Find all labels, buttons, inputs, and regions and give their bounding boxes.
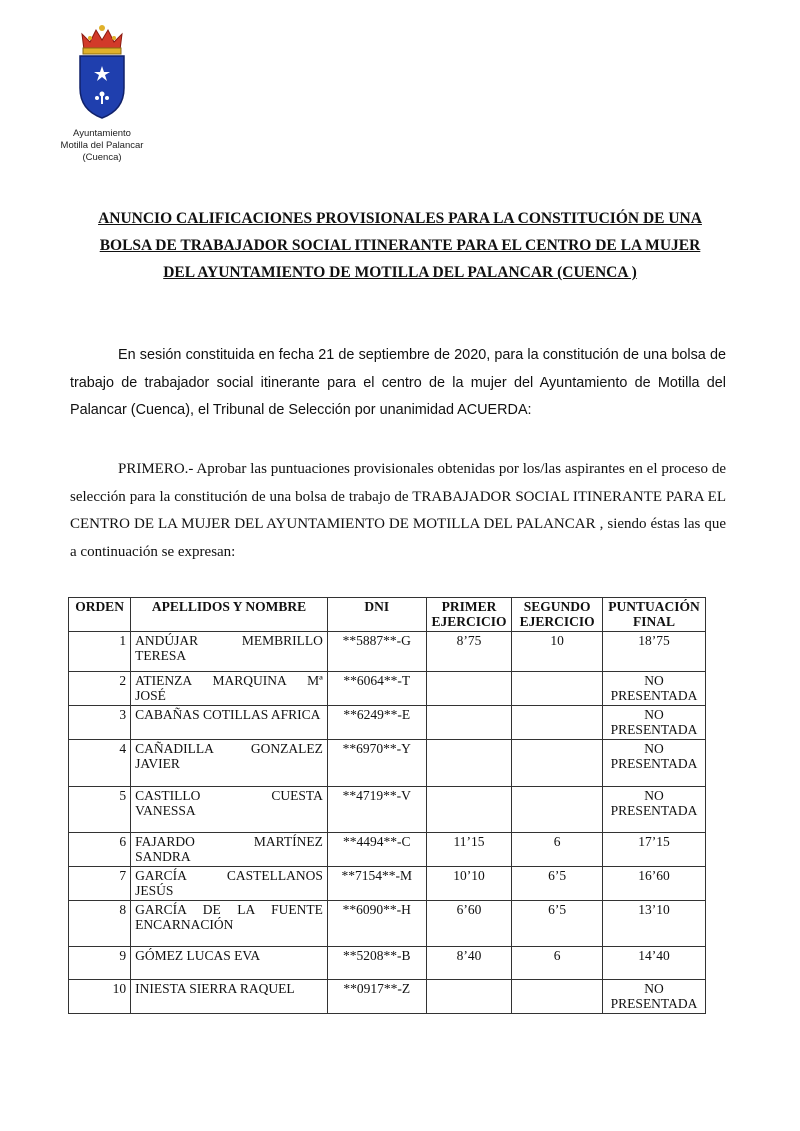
cell-segundo	[512, 706, 603, 740]
cell-segundo: 6	[512, 947, 603, 980]
cell-dni: **6249**-E	[327, 706, 426, 740]
name-line: SANDRA	[135, 849, 191, 864]
name-line: ATIENZA MARQUINA Mª	[135, 673, 323, 688]
cell-final: 14’40	[603, 947, 706, 980]
coat-of-arms-icon	[74, 22, 130, 122]
cell-segundo	[512, 980, 603, 1014]
title-line: BOLSA DE TRABAJADOR SOCIAL ITINERANTE PARA EL CENTRO DE LA MUJER	[99, 237, 701, 254]
title-line: ANUNCIO CALIFICACIONES PROVISIONALES PARA LA CONSTITUCIÓN DE UNA	[98, 210, 702, 227]
name-line: TERESA	[135, 648, 187, 663]
cell-primer: 10’10	[426, 867, 512, 901]
cell-primer	[426, 787, 512, 833]
org-line: Motilla del Palancar	[60, 140, 144, 151]
cell-name	[131, 901, 328, 947]
primero-text: PRIMERO.- Aprobar las puntuaciones provisionales obtenidas por los/las aspirantes en el proceso de selección para la constitución de una bolsa de trabajo de TRABAJADOR SOCIAL ITINERANTE PARA EL CENTRO DE LA MUJER DEL AYUNTAMIENTO DE MOTILLA DEL PALANCAR , siendo éstas las que a continuación se expresan:	[70, 461, 726, 560]
header-final: PUNTUACIÓN FINAL	[603, 598, 706, 632]
cell-name	[131, 947, 328, 980]
organization-name	[52, 128, 152, 164]
cell-segundo	[512, 787, 603, 833]
cell-dni: **0917**-Z	[327, 980, 426, 1014]
name-line: FAJARDO MARTÍNEZ	[135, 834, 323, 849]
table-row	[69, 980, 706, 1014]
cell-orden: 9	[69, 947, 131, 980]
cell-dni: **7154**-M	[327, 867, 426, 901]
cell-dni: **4719**-V	[327, 787, 426, 833]
primero-paragraph	[70, 456, 726, 566]
table-row	[69, 947, 706, 980]
cell-segundo: 6’5	[512, 867, 603, 901]
cell-orden: 2	[69, 672, 131, 706]
cell-primer: 11’15	[426, 833, 512, 867]
cell-final: NO PRESENTADA	[603, 787, 706, 833]
cell-dni: **4494**-C	[327, 833, 426, 867]
table-row	[69, 867, 706, 901]
cell-name	[131, 833, 328, 867]
name-line: CAÑADILLA GONZALEZ	[135, 741, 323, 756]
name-line: JOSÉ	[135, 688, 166, 703]
cell-orden: 3	[69, 706, 131, 740]
name-line: GARCÍA DE LA FUENTE	[135, 902, 323, 917]
cell-orden: 8	[69, 901, 131, 947]
cell-dni: **6970**-Y	[327, 740, 426, 787]
cell-name	[131, 740, 328, 787]
cell-name	[131, 632, 328, 672]
name-line: JESÚS	[135, 883, 174, 898]
table-header-row	[69, 598, 706, 632]
cell-name	[131, 706, 328, 740]
cell-name	[131, 787, 328, 833]
table-row	[69, 833, 706, 867]
cell-primer: 8’75	[426, 632, 512, 672]
name-line: INIESTA SIERRA RAQUEL	[135, 981, 295, 996]
document-title	[70, 205, 730, 286]
header-primer: PRIMER EJERCICIO	[426, 598, 512, 632]
table-row	[69, 706, 706, 740]
cell-primer	[426, 672, 512, 706]
header-segundo: SEGUNDO EJERCICIO	[512, 598, 603, 632]
cell-primer	[426, 740, 512, 787]
cell-name	[131, 672, 328, 706]
cell-segundo	[512, 672, 603, 706]
cell-final: 13’10	[603, 901, 706, 947]
table-row	[69, 901, 706, 947]
cell-name	[131, 980, 328, 1014]
name-line: CASTILLO CUESTA	[135, 788, 323, 803]
table-row	[69, 787, 706, 833]
cell-dni: **6090**-H	[327, 901, 426, 947]
cell-final: NO PRESENTADA	[603, 980, 706, 1014]
cell-orden: 1	[69, 632, 131, 672]
cell-segundo: 6	[512, 833, 603, 867]
name-line: CABAÑAS COTILLAS AFRICA	[135, 707, 321, 722]
title-line: DEL AYUNTAMIENTO DE MOTILLA DEL PALANCAR (CUENCA )	[163, 264, 637, 281]
cell-final: NO PRESENTADA	[603, 740, 706, 787]
table-body	[69, 632, 706, 1014]
cell-segundo: 10	[512, 632, 603, 672]
table-row	[69, 632, 706, 672]
cell-orden: 4	[69, 740, 131, 787]
cell-final: 18’75	[603, 632, 706, 672]
table-row	[69, 672, 706, 706]
name-line: ANDÚJAR MEMBRILLO	[135, 633, 323, 648]
header-orden: ORDEN	[69, 598, 131, 632]
cell-orden: 10	[69, 980, 131, 1014]
cell-primer: 8’40	[426, 947, 512, 980]
name-line: GARCÍA CASTELLANOS	[135, 868, 323, 883]
org-line: Ayuntamiento	[73, 128, 131, 139]
cell-dni: **5208**-B	[327, 947, 426, 980]
intro-paragraph	[70, 342, 726, 425]
table-row	[69, 740, 706, 787]
cell-segundo: 6’5	[512, 901, 603, 947]
header-dni: DNI	[327, 598, 426, 632]
cell-primer	[426, 980, 512, 1014]
cell-final: NO PRESENTADA	[603, 672, 706, 706]
results-table	[68, 597, 706, 1014]
cell-dni: **5887**-G	[327, 632, 426, 672]
intro-text: En sesión constituida en fecha 21 de septiembre de 2020, para la constitución de una bolsa de trabajo de trabajador social itinerante para el centro de la mujer del Ayuntamiento de Motilla del Palancar (Cuenca), el Tribunal de Selección por unanimidad ACUERDA:	[70, 347, 726, 418]
cell-orden: 7	[69, 867, 131, 901]
cell-dni: **6064**-T	[327, 672, 426, 706]
cell-orden: 5	[69, 787, 131, 833]
header-name: APELLIDOS Y NOMBRE	[131, 598, 328, 632]
cell-segundo	[512, 740, 603, 787]
name-line: VANESSA	[135, 803, 196, 818]
cell-final: NO PRESENTADA	[603, 706, 706, 740]
cell-final: 17’15	[603, 833, 706, 867]
cell-primer	[426, 706, 512, 740]
org-line: (Cuenca)	[82, 152, 122, 163]
name-line: ENCARNACIÓN	[135, 917, 234, 932]
name-line: GÓMEZ LUCAS EVA	[135, 948, 261, 963]
letterhead	[52, 22, 152, 164]
cell-final: 16’60	[603, 867, 706, 901]
name-line: JAVIER	[135, 756, 180, 771]
cell-primer: 6’60	[426, 901, 512, 947]
cell-name	[131, 867, 328, 901]
cell-orden: 6	[69, 833, 131, 867]
